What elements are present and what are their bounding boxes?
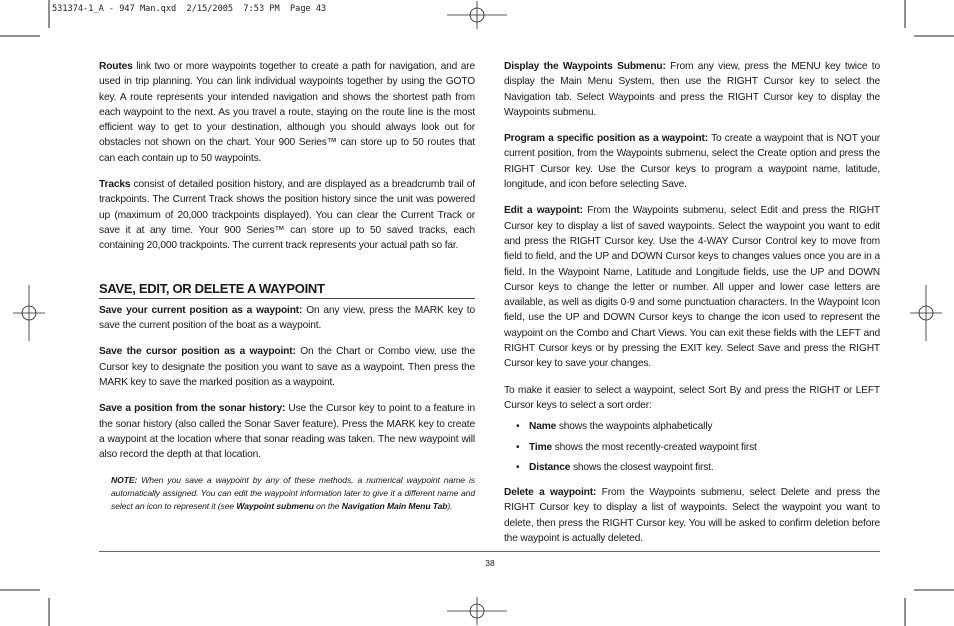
note-text-3: ). — [447, 500, 453, 511]
routes-text: link two or more waypoints together to create a path for navigation, and are used in trip planning. You can link individual waypoints together by using the GOTO key. A route represents your intended navigation and shows the shortest path from each waypoint to the next. As you travel a route, staying on the route line is the most efficient way to get to your destination, although you should always look out for obstacles not shown on the chart. Your 900 Series™ can store up to 50 routes that can each contain up to 50 waypoints. — [99, 61, 475, 164]
delete-paragraph — [504, 485, 880, 546]
registration-mark-bottom — [447, 597, 507, 625]
tracks-paragraph — [99, 177, 475, 253]
edit-paragraph — [504, 203, 880, 371]
registration-mark-right — [910, 285, 942, 341]
program-paragraph — [504, 131, 880, 192]
note-paragraph — [99, 474, 475, 514]
list-item — [516, 440, 880, 455]
note-text-1: When you save a waypoint by any of these methods, a numerical waypoint name is automatically assigned. You can edit the waypoint information later to give it a different name and select an icon to represent it (see — [111, 474, 475, 511]
tracks-term: Tracks — [99, 179, 131, 191]
registration-mark-top — [447, 1, 507, 29]
right-column — [504, 59, 880, 557]
sort-order-list — [504, 419, 880, 475]
sort-text: shows the closest waypoint first. — [570, 461, 714, 473]
print-slug-line: 531374-1_A - 947 Man.qxd 2/15/2005 7:53 PM Page 43 — [52, 4, 327, 14]
save-current-term: Save your current position as a waypoint: — [99, 304, 303, 316]
tracks-text: consist of detailed position history, and are displayed as a breadcrumb trail of trackpoints. The Current Track shows the position history since the unit was powered up (maximum of 20,000 trackpoints displayed). You can clear the Current Track or save it at any time. Your 900 Series™ can store up to 50 saved tracks, each containing 20,000 trackpoints. The current track represents your actual path so far. — [99, 179, 475, 252]
save-cursor-text: On the Chart or Combo view, use the Cursor key to designate the position you want to save as a waypoint. Then press the MARK key to save the marked position as a waypoint. — [99, 346, 475, 389]
program-term: Program a specific position as a waypoint: — [504, 133, 708, 145]
registration-mark-left — [13, 285, 45, 341]
save-cursor-paragraph — [99, 344, 475, 390]
save-current-text: On any view, press the MARK key to save the current position of the boat as a waypoint. — [99, 304, 475, 332]
sort-term: Name — [529, 421, 557, 433]
note-text-2: on the — [313, 500, 342, 511]
left-column — [99, 59, 475, 524]
delete-text: From the Waypoints submenu, select Delete and press the RIGHT Cursor key to display a list of waypoints. Select the waypoint you want to delete, then press the RIGHT Cursor key. You will be asked to confirm deletion before the waypoint is actually deleted. — [504, 487, 880, 545]
save-sonar-paragraph — [99, 401, 475, 462]
bullet: • — [516, 441, 520, 453]
sort-text: shows the most recently-created waypoint first — [552, 441, 757, 453]
note-ref-navigation-tab: Navigation Main Menu Tab — [341, 500, 448, 511]
sort-text: shows the waypoints alphabetically — [556, 421, 713, 433]
display-term: Display the Waypoints Submenu: — [504, 61, 666, 72]
list-item — [516, 460, 880, 475]
program-text: To create a waypoint that is NOT your current position, from the Waypoints submenu, select the Create option and press the RIGHT Cursor key. Use the Cursor keys to program a waypoint name, latitude, longitude, and icon before selecting Save. — [504, 133, 880, 191]
sort-intro-paragraph: To make it easier to select a waypoint, select Sort By and press the RIGHT or LEFT Cursor keys to select a sort order: — [504, 384, 880, 411]
footer-rule — [99, 551, 880, 552]
sort-term: Time — [529, 441, 552, 453]
list-item — [516, 419, 880, 434]
bullet: • — [516, 421, 520, 433]
page-number: 38 — [485, 558, 495, 568]
display-paragraph — [504, 59, 880, 120]
routes-term: Routes — [99, 61, 133, 72]
note-ref-waypoint-submenu: Waypoint submenu — [236, 500, 314, 511]
save-sonar-term: Save a position from the sonar history: — [99, 403, 286, 415]
section-heading: SAVE, EDIT, OR DELETE A WAYPOINT — [99, 281, 475, 299]
save-sonar-text: Use the Cursor key to point to a feature in the sonar history (also called the Sonar Saver feature). Press the MARK key to create a waypoint at the location where that sonar reading was taken. The new waypoint will also record the depth at that location. — [99, 403, 475, 461]
sort-term: Distance — [529, 461, 571, 473]
display-text: From any view, press the MENU key twice to display the Main Menu System, then use the RIGHT Cursor key to select the Navigation tab. Select Waypoints and press the RIGHT Cursor key to display the Waypoints submenu. — [504, 61, 880, 118]
delete-term: Delete a waypoint: — [504, 487, 597, 499]
routes-paragraph — [99, 59, 475, 166]
save-cursor-term: Save the cursor position as a waypoint: — [99, 346, 296, 358]
edit-term: Edit a waypoint: — [504, 205, 583, 217]
note-label: NOTE: — [111, 474, 138, 485]
bullet: • — [516, 461, 520, 473]
edit-text: From the Waypoints submenu, select Edit and press the RIGHT Cursor key to display a list of saved waypoints. Select the waypoint you want to edit and press the RIGHT Cursor key. Use the 4-WAY Cursor Control key to move from field to field, and the UP and DOWN Cursor keys to changes values once you are in a field. In the Waypoint Name, Latitude and Longitude fields, use the UP and DOWN Cursor keys to change the letter or number. All upper and lower case letters are available, as well as digits 0-9 and some punctuation characters. In the Waypoint Icon field, use the UP and DOWN Cursor keys to change the icon used to represent the waypoint on the Combo and Chart Views. You can exit these fields with the LEFT and RIGHT Cursor keys or by pressing the EXIT key. Select Save and press the RIGHT Cursor key to save your changes. — [504, 205, 880, 370]
save-current-paragraph — [99, 303, 475, 334]
